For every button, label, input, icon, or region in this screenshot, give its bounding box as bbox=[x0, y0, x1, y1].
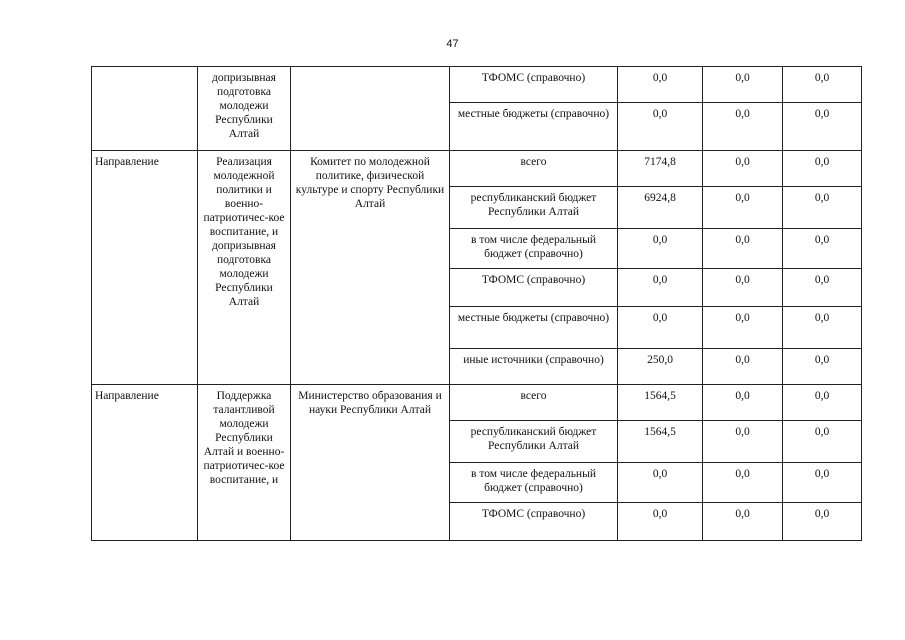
amount-cell-year-3: 0,0 bbox=[783, 463, 862, 503]
amount-cell-year-1: 0,0 bbox=[618, 67, 703, 103]
funding-source-cell: местные бюджеты (справочно) bbox=[450, 103, 618, 151]
amount-cell-year-3: 0,0 bbox=[783, 67, 862, 103]
measure-name-cell: Реализация молодежной политики и военно-патриотичес-кое воспитание, и допризывная подготовка молодежи Республики Алтай bbox=[198, 151, 291, 385]
executor-cell: Комитет по молодежной политике, физической культуре и спорту Республики Алтай bbox=[291, 151, 450, 385]
measure-name-cell: допризывная подготовка молодежи Республики Алтай bbox=[198, 67, 291, 151]
amount-cell-year-3: 0,0 bbox=[783, 503, 862, 541]
amount-cell-year-3: 0,0 bbox=[783, 151, 862, 187]
budget-table bbox=[91, 66, 862, 541]
table-row bbox=[92, 67, 862, 103]
amount-cell-year-1: 0,0 bbox=[618, 269, 703, 307]
amount-cell-year-2: 0,0 bbox=[703, 385, 783, 421]
amount-cell-year-3: 0,0 bbox=[783, 349, 862, 385]
executor-cell bbox=[291, 67, 450, 151]
amount-cell-year-3: 0,0 bbox=[783, 187, 862, 229]
table-row bbox=[92, 385, 862, 421]
table-row bbox=[92, 151, 862, 187]
amount-cell-year-3: 0,0 bbox=[783, 421, 862, 463]
funding-source-cell: в том числе федеральный бюджет (справочно) bbox=[450, 229, 618, 269]
amount-cell-year-2: 0,0 bbox=[703, 463, 783, 503]
funding-source-cell: иные источники (справочно) bbox=[450, 349, 618, 385]
amount-cell-year-2: 0,0 bbox=[703, 503, 783, 541]
amount-cell-year-1: 250,0 bbox=[618, 349, 703, 385]
amount-cell-year-2: 0,0 bbox=[703, 151, 783, 187]
amount-cell-year-1: 1564,5 bbox=[618, 385, 703, 421]
amount-cell-year-3: 0,0 bbox=[783, 307, 862, 349]
funding-source-cell: всего bbox=[450, 385, 618, 421]
amount-cell-year-1: 0,0 bbox=[618, 229, 703, 269]
amount-cell-year-2: 0,0 bbox=[703, 67, 783, 103]
funding-source-cell: ТФОМС (справочно) bbox=[450, 503, 618, 541]
funding-source-cell: республиканский бюджет Республики Алтай bbox=[450, 421, 618, 463]
amount-cell-year-3: 0,0 bbox=[783, 229, 862, 269]
row-type-cell bbox=[92, 67, 198, 151]
executor-cell: Министерство образования и науки Республики Алтай bbox=[291, 385, 450, 541]
amount-cell-year-2: 0,0 bbox=[703, 269, 783, 307]
amount-cell-year-2: 0,0 bbox=[703, 349, 783, 385]
amount-cell-year-1: 0,0 bbox=[618, 503, 703, 541]
amount-cell-year-3: 0,0 bbox=[783, 103, 862, 151]
row-type-cell: Направление bbox=[92, 385, 198, 541]
amount-cell-year-1: 0,0 bbox=[618, 463, 703, 503]
funding-source-cell: в том числе федеральный бюджет (справочно) bbox=[450, 463, 618, 503]
row-type-cell: Направление bbox=[92, 151, 198, 385]
amount-cell-year-2: 0,0 bbox=[703, 229, 783, 269]
amount-cell-year-1: 7174,8 bbox=[618, 151, 703, 187]
funding-source-cell: местные бюджеты (справочно) bbox=[450, 307, 618, 349]
funding-source-cell: всего bbox=[450, 151, 618, 187]
amount-cell-year-2: 0,0 bbox=[703, 307, 783, 349]
amount-cell-year-1: 0,0 bbox=[618, 307, 703, 349]
amount-cell-year-1: 6924,8 bbox=[618, 187, 703, 229]
funding-source-cell: ТФОМС (справочно) bbox=[450, 67, 618, 103]
amount-cell-year-3: 0,0 bbox=[783, 269, 862, 307]
amount-cell-year-2: 0,0 bbox=[703, 187, 783, 229]
funding-source-cell: республиканский бюджет Республики Алтай bbox=[450, 187, 618, 229]
amount-cell-year-2: 0,0 bbox=[703, 421, 783, 463]
amount-cell-year-3: 0,0 bbox=[783, 385, 862, 421]
page-number: 47 bbox=[446, 38, 459, 50]
funding-source-cell: ТФОМС (справочно) bbox=[450, 269, 618, 307]
amount-cell-year-1: 0,0 bbox=[618, 103, 703, 151]
amount-cell-year-2: 0,0 bbox=[703, 103, 783, 151]
measure-name-cell: Поддержка талантливой молодежи Республики Алтай и военно-патриотичес-кое воспитание, и bbox=[198, 385, 291, 541]
amount-cell-year-1: 1564,5 bbox=[618, 421, 703, 463]
